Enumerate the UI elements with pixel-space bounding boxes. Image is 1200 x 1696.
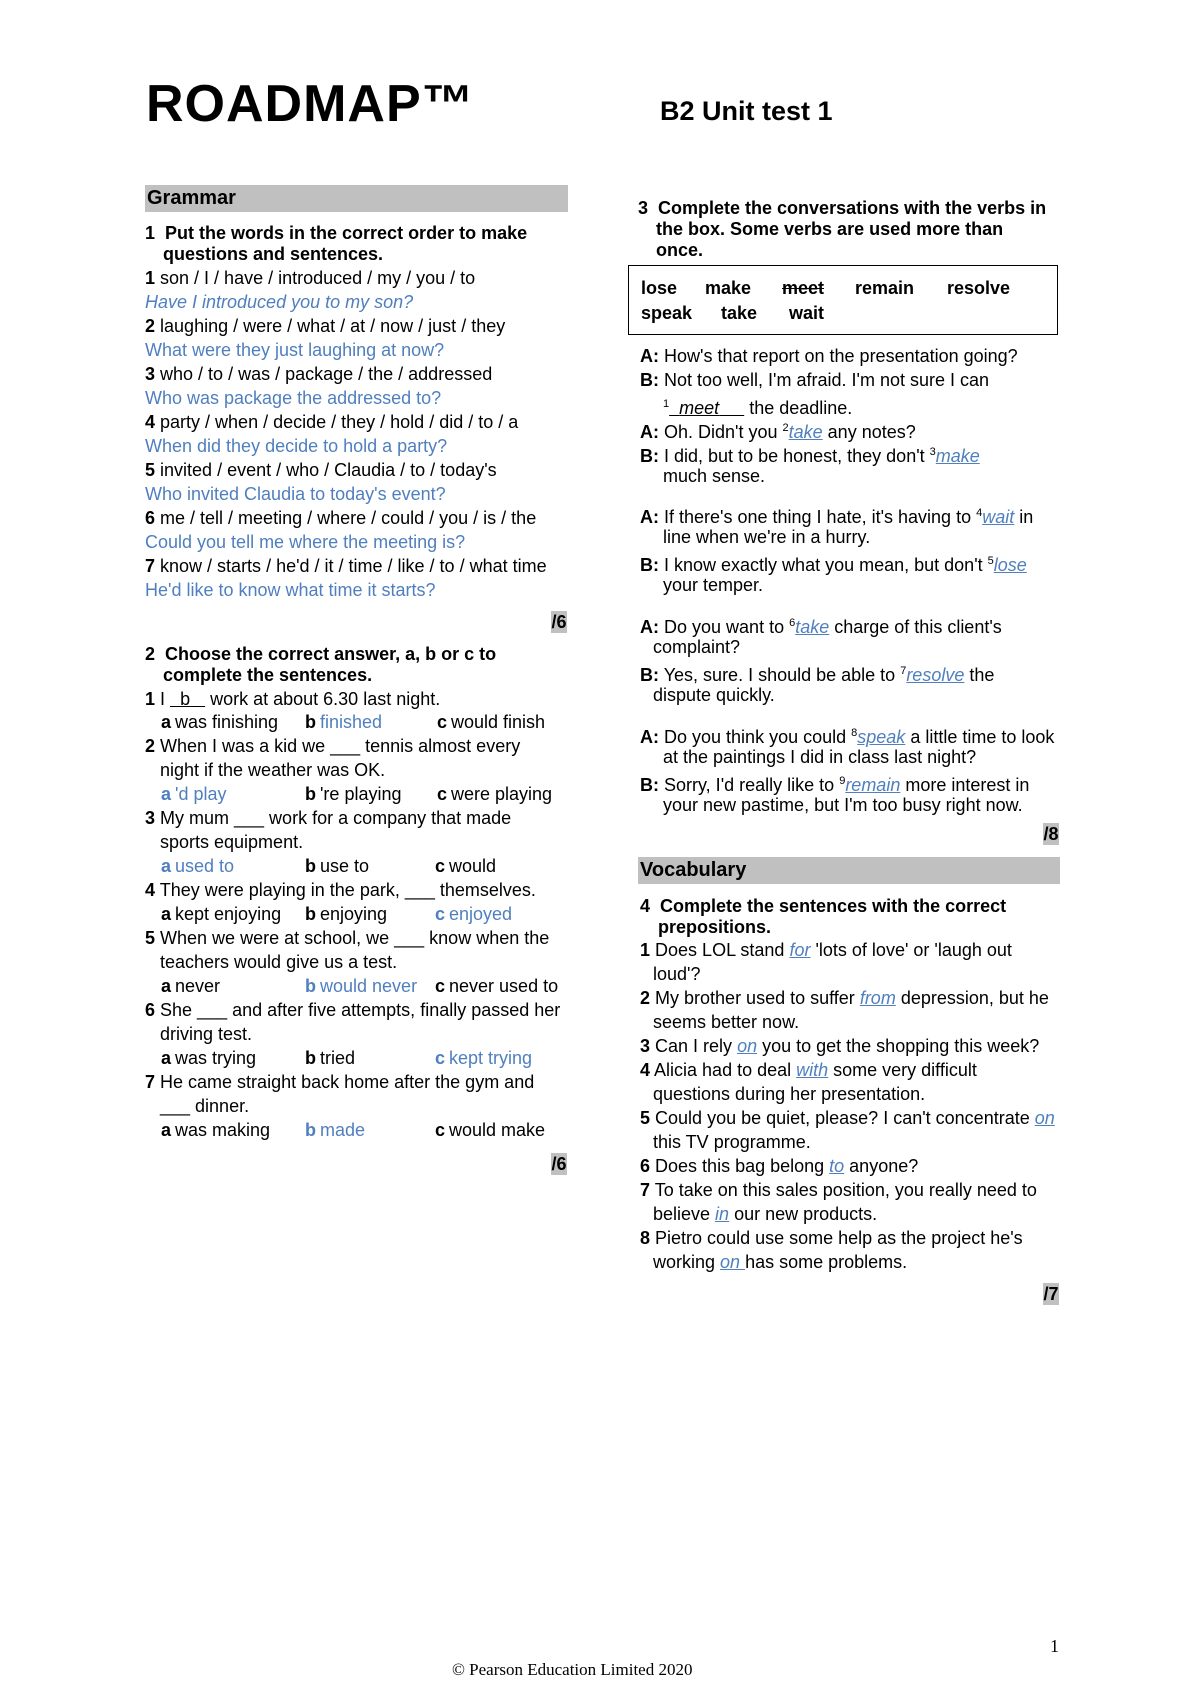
ex1-item-1-answer: Have I introduced you to my son? <box>145 292 414 312</box>
verb-word-box <box>628 265 1058 335</box>
ex2-item-5-question-cont: teachers would give us a test. <box>160 952 398 972</box>
ex4-item-1-cont: loud'? <box>653 964 701 984</box>
ex4-item-8: 8 Pietro could use some help as the project he's <box>640 1228 1023 1248</box>
ex1-item-3-answer: Who was package the addressed to? <box>145 388 442 408</box>
ex4-instruction: 4 Complete the sentences with the correct prepositions. <box>640 896 1007 937</box>
ex2-item-6-option-c: c kept trying <box>435 1048 533 1068</box>
ex2-item-7-option-a: a was making <box>161 1120 271 1140</box>
ex1-item-5-answer: Who invited Claudia to today's event? <box>145 484 446 504</box>
ex4-item-8-cont: working on has some problems. <box>653 1252 908 1272</box>
ex2-item-6-option-b: b tried <box>305 1048 356 1068</box>
box-word-resolve: resolve <box>947 278 1011 298</box>
ex2-item-2-question: 2 When I was a kid we ___ tennis almost every <box>145 736 521 756</box>
ex4-item-1: 1 Does LOL stand for 'lots of love' or 'laugh out <box>640 940 1012 960</box>
ex3-score-box: /8 <box>1043 824 1059 844</box>
conv2-b1-cont: your temper. <box>663 575 764 595</box>
ex4-score-box: /7 <box>1043 1284 1059 1304</box>
ex2-item-2-option-c: c were playing <box>437 784 553 804</box>
conv3-a1-cont: complaint? <box>653 637 741 657</box>
ex3-instruction: 3 Complete the conversations with the verbs in the box. Some verbs are used more than once. <box>638 198 1047 260</box>
box-word-take: take <box>721 303 758 323</box>
box-word-remain: remain <box>855 278 915 298</box>
ex2-item-7-question-cont: ___ dinner. <box>160 1096 250 1116</box>
ex1-score-box: /6 <box>551 612 567 632</box>
ex2-item-3-question-cont: sports equipment. <box>160 832 304 852</box>
unit-title: B2 Unit test 1 <box>660 96 833 126</box>
ex2-item-4-option-b: b enjoying <box>305 904 388 924</box>
box-word-speak: speak <box>641 303 693 323</box>
vocabulary-section-header: Vocabulary <box>638 857 1060 884</box>
ex2-item-5-question: 5 When we were at school, we ___ know when the <box>145 928 550 948</box>
brand-title: ROADMAP™ <box>146 75 475 133</box>
ex1-item-1-prompt: 1 son / I / have / introduced / my / you / to <box>145 268 476 288</box>
conv1-a2: A: Oh. Didn't you $^2$take any notes? <box>640 422 916 442</box>
ex2-item-2-question-cont: night if the weather was OK. <box>160 760 386 780</box>
box-word-wait: wait <box>789 303 825 323</box>
ex4-item-4: 4 Alicia had to deal with some very difficult <box>640 1060 977 1080</box>
conv4-a1-cont: at the paintings I did in class last night? <box>663 747 977 767</box>
ex2-item-1-question: 1 I b work at about 6.30 last night. <box>145 689 441 709</box>
ex2-item-5-option-c: c never used to <box>435 976 559 996</box>
box-word-lose: lose <box>641 278 678 298</box>
grammar-section-header: Grammar <box>145 185 568 212</box>
ex2-item-3-option-a: a used to <box>161 856 235 876</box>
ex4-item-3: 3 Can I rely on you to get the shopping this week? <box>640 1036 1040 1056</box>
ex1-item-2-prompt: 2 laughing / were / what / at / now / just / they <box>145 316 506 336</box>
conv1-b1: B: Not too well, I'm afraid. I'm not sure I can <box>640 370 990 390</box>
conv2-a1: A: If there's one thing I hate, it's having to $^4$wait in <box>640 507 1034 527</box>
ex2-item-5-option-a: a never <box>161 976 221 996</box>
conv3-a1: A: Do you want to $^6$take charge of this client's <box>640 617 1002 637</box>
ex2-item-4-option-a: a kept enjoying <box>161 904 282 924</box>
conv3-b1-cont: dispute quickly. <box>653 685 775 705</box>
ex2-item-3-option-b: b use to <box>305 856 370 876</box>
conv1-b2-cont: much sense. <box>663 466 766 486</box>
ex1-item-7-answer: He'd like to know what time it starts? <box>145 580 436 600</box>
ex2-item-1-option-a: a was finishing <box>161 712 279 732</box>
ex1-item-6-answer: Could you tell me where the meeting is? <box>145 532 466 552</box>
conv4-b1-cont: your new pastime, but I'm too busy right now. <box>663 795 1023 815</box>
ex4-item-7: 7 To take on this sales position, you really need to <box>640 1180 1037 1200</box>
box-word-make: make <box>705 278 752 298</box>
ex4-item-5: 5 Could you be quiet, please? I can't concentrate on <box>640 1108 1055 1128</box>
ex2-item-4-question: 4 They were playing in the park, ___ themselves. <box>145 880 536 900</box>
ex1-item-2-answer: What were they just laughing at now? <box>145 340 445 360</box>
conv2-a1-cont: line when we're in a hurry. <box>663 527 871 547</box>
conv3-b1: B: Yes, sure. I should be able to $^7$resolve the <box>640 665 995 685</box>
ex4-item-4-cont: questions during her presentation. <box>653 1084 926 1104</box>
ex1-item-5-prompt: 5 invited / event / who / Claudia / to / today's <box>145 460 497 480</box>
conv4-b1: B: Sorry, I'd really like to $^9$remain more interest in <box>640 775 1030 795</box>
page-number: 1 <box>1050 1636 1059 1656</box>
ex2-item-7-option-b: b made <box>305 1120 366 1140</box>
ex1-item-4-prompt: 4 party / when / decide / they / hold / did / to / a <box>145 412 519 432</box>
ex2-item-4-option-c: c enjoyed <box>435 904 513 924</box>
ex2-item-2-option-b: b 're playing <box>305 784 402 804</box>
ex2-item-7-question: 7 He came straight back home after the gym and <box>145 1072 535 1092</box>
box-word-meet: meet <box>782 278 825 298</box>
ex2-item-1-option-c: c would finish <box>437 712 546 732</box>
ex1-item-7-prompt: 7 know / starts / he'd / it / time / like / to / what time <box>145 556 547 576</box>
conv1-b1-cont: $^1$ meet the deadline. <box>663 398 853 418</box>
ex4-item-7-cont: believe in our new products. <box>653 1204 878 1224</box>
ex1-item-4-answer: When did they decide to hold a party? <box>145 436 448 456</box>
conv4-a1: A: Do you think you could $^8$speak a little time to look <box>640 727 1055 747</box>
ex4-item-5-cont: this TV programme. <box>653 1132 811 1152</box>
ex1-item-6-prompt: 6 me / tell / meeting / where / could / you / is / the <box>145 508 537 528</box>
ex2-item-6-option-a: a was trying <box>161 1048 257 1068</box>
ex1-instruction: 1 Put the words in the correct order to make questions and sentences. <box>145 223 528 264</box>
ex4-item-2: 2 My brother used to suffer from depression, but he <box>640 988 1049 1008</box>
ex2-item-5-option-b: b would never <box>305 976 418 996</box>
ex1-item-3-prompt: 3 who / to / was / package / the / addressed <box>145 364 493 384</box>
ex2-item-1-option-b: b finished <box>305 712 383 732</box>
ex2-item-3-question: 3 My mum ___ work for a company that made <box>145 808 512 828</box>
ex2-instruction: 2 Choose the correct answer, a, b or c to complete the sentences. <box>145 644 497 685</box>
ex2-item-2-option-a: a 'd play <box>161 784 227 804</box>
ex4-item-6: 6 Does this bag belong to anyone? <box>640 1156 919 1176</box>
conv2-b1: B: I know exactly what you mean, but don't $^5$lose <box>640 555 1027 575</box>
conv1-a1: A: How's that report on the presentation going? <box>640 346 1018 366</box>
ex4-item-2-cont: seems better now. <box>653 1012 800 1032</box>
ex2-item-7-option-c: c would make <box>435 1120 546 1140</box>
ex2-score-box: /6 <box>551 1154 567 1174</box>
copyright-notice: © Pearson Education Limited 2020 <box>452 1660 693 1679</box>
conv1-b2: B: I did, but to be honest, they don't $^3$make <box>640 446 980 466</box>
ex2-item-3-option-c: c would <box>435 856 497 876</box>
ex2-item-6-question-cont: driving test. <box>160 1024 253 1044</box>
ex2-item-6-question: 6 She ___ and after five attempts, finally passed her <box>145 1000 561 1020</box>
